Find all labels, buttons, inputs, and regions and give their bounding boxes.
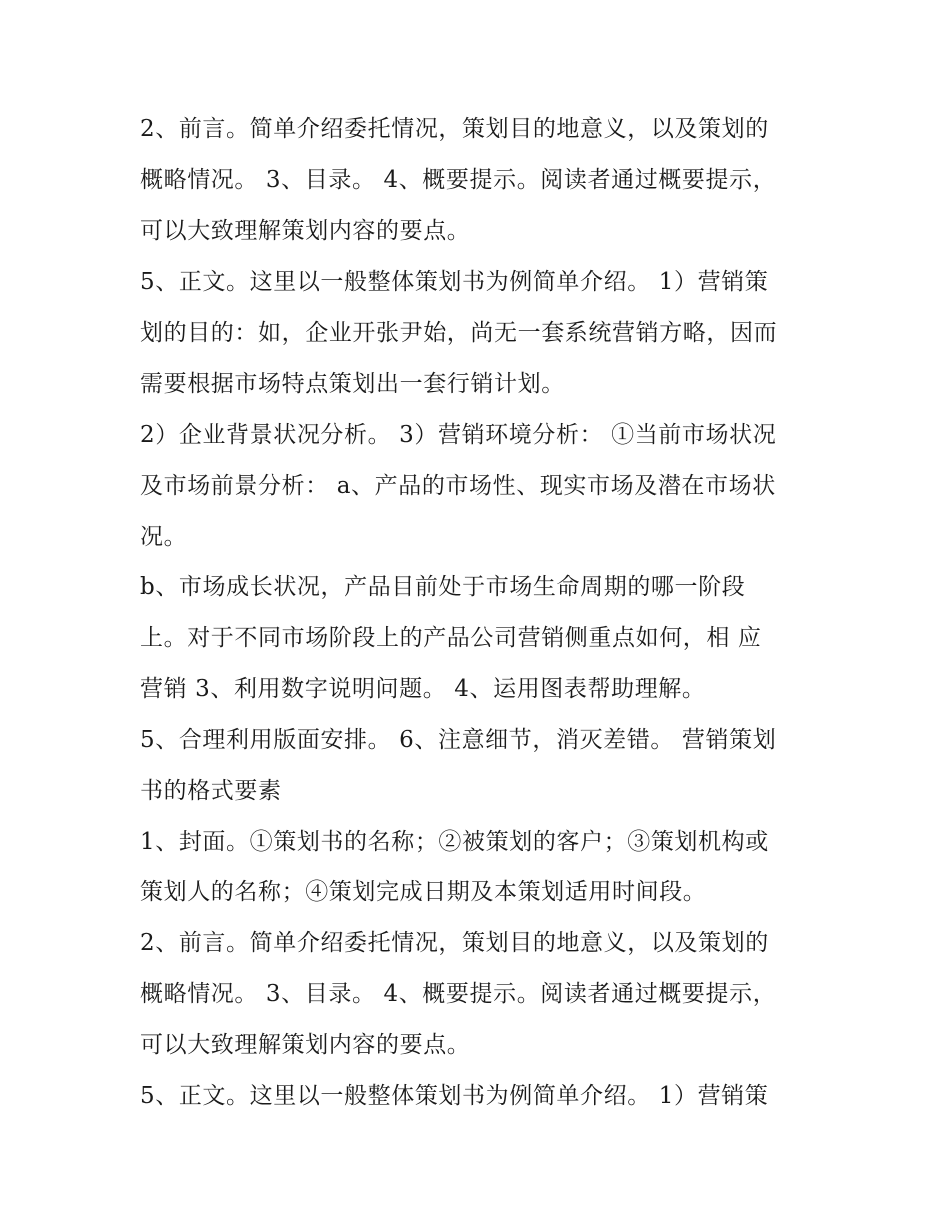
text-line: 策划人的名称；④策划完成日期及本策划适用时间段。 <box>140 879 707 905</box>
text-line: 可以大致理解策划内容的要点。 <box>140 218 471 244</box>
text-line: 况。 <box>140 524 188 550</box>
text-line: 书的格式要素 <box>140 778 282 804</box>
text-line: 概略情况。 3、目录。 4、概要提示。阅读者通过概要提示， <box>140 981 777 1007</box>
text-line: 及市场前景分析： a、产品的市场性、现实市场及潜在市场状 <box>140 473 776 499</box>
text-line: 5、合理利用版面安排。 6、注意细节，消灭差错。 营销策划 <box>140 727 777 753</box>
text-line: 2、前言。简单介绍委托情况，策划目的地意义，以及策划的 <box>140 930 769 956</box>
text-line: 可以大致理解策划内容的要点。 <box>140 1032 471 1058</box>
text-line: 营销 3、利用数字说明问题。 4、运用图表帮助理解。 <box>140 676 706 702</box>
text-line: 5、正文。这里以一般整体策划书为例简单介绍。 1）营销策 <box>140 269 769 295</box>
text-line: 2）企业背景状况分析。 3）营销环境分析： ①当前市场状况 <box>140 422 777 448</box>
text-line: 划的目的：如，企业开张尹始，尚无一套系统营销方略，因而 <box>140 320 778 346</box>
text-line: 1、封面。①策划书的名称；②被策划的客户；③策划机构或 <box>140 829 769 855</box>
text-line: 2、前言。简单介绍委托情况，策划目的地意义，以及策划的 <box>140 116 769 142</box>
text-line: 需要根据市场特点策划出一套行销计划。 <box>140 371 565 397</box>
text-line: b、市场成长状况，产品目前处于市场生命周期的哪一阶段 <box>140 574 746 600</box>
text-line: 概略情况。 3、目录。 4、概要提示。阅读者通过概要提示， <box>140 167 777 193</box>
text-line: 5、正文。这里以一般整体策划书为例简单介绍。 1）营销策 <box>140 1083 769 1109</box>
text-line: 上。对于不同市场阶段上的产品公司营销侧重点如何，相 应 <box>140 625 762 651</box>
